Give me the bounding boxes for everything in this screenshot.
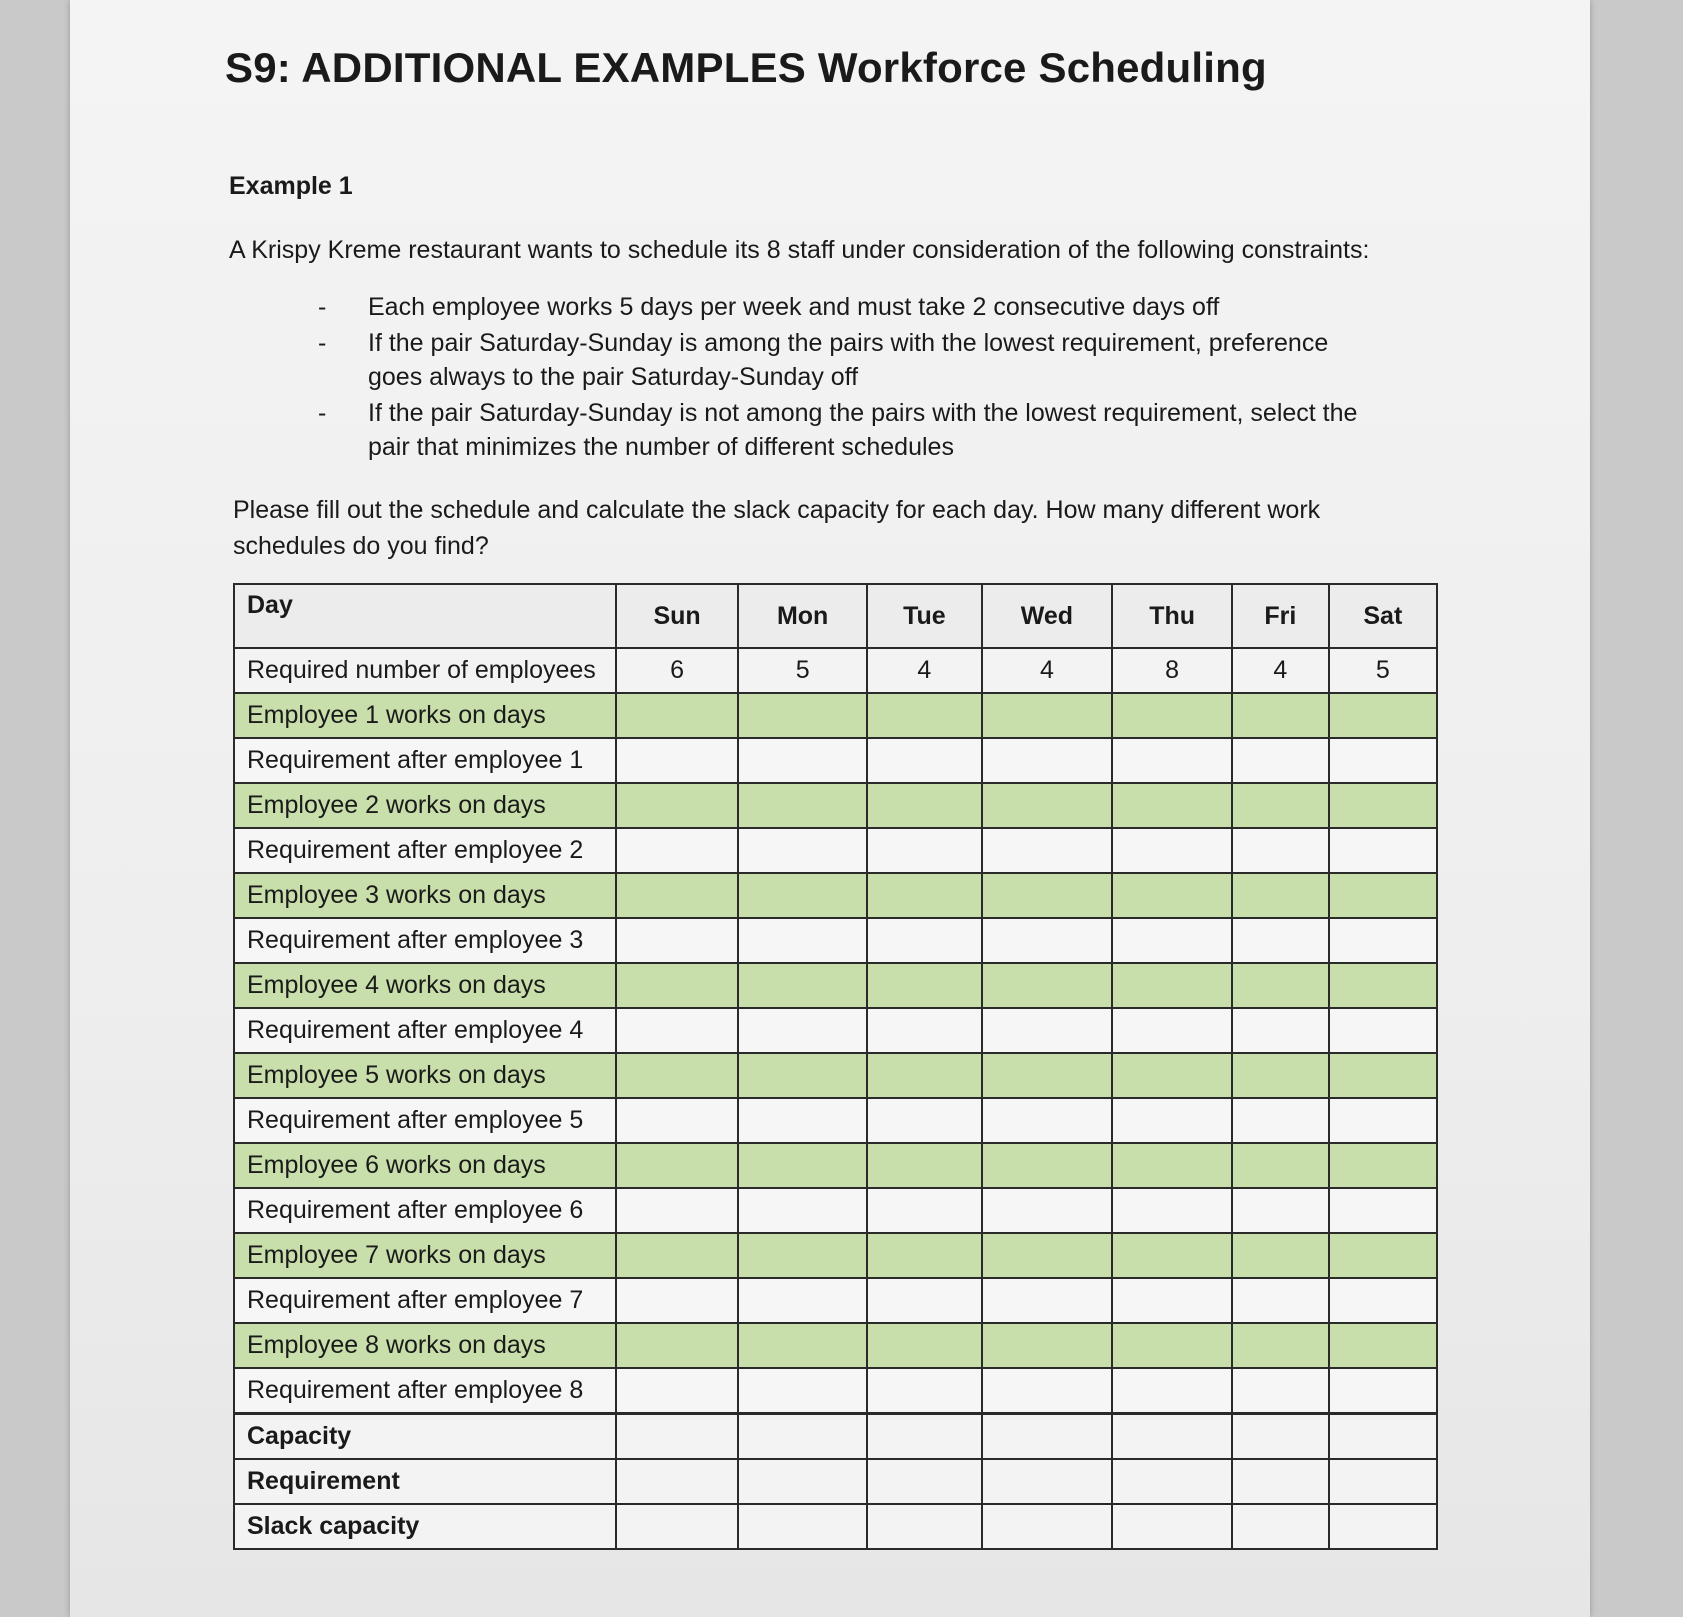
requirement-cell[interactable] [1112,1368,1232,1414]
requirement-cell[interactable] [867,738,981,783]
schedule-cell[interactable] [982,963,1113,1008]
requirement-cell[interactable] [616,918,738,963]
summary-row [234,1414,1437,1460]
requirement-cell[interactable] [1112,738,1232,783]
summary-cell[interactable] [1232,1504,1329,1549]
required-value: 6 [616,648,738,693]
constraints-list [318,290,1378,466]
requirement-cell[interactable] [1329,918,1437,963]
requirement-cell[interactable] [1232,1008,1329,1053]
requirement-cell[interactable] [738,1368,867,1414]
summary-cell[interactable] [982,1504,1113,1549]
summary-cell[interactable] [1112,1504,1232,1549]
requirement-after-row [234,1368,1437,1414]
requirement-cell[interactable] [616,1008,738,1053]
schedule-cell[interactable] [1232,783,1329,828]
schedule-cell[interactable] [616,963,738,1008]
requirement-cell[interactable] [738,1188,867,1233]
requirement-cell[interactable] [738,828,867,873]
requirement-cell[interactable] [616,1188,738,1233]
schedule-cell[interactable] [616,1053,738,1098]
row-label: Requirement after employee 7 [234,1278,616,1323]
requirement-cell[interactable] [982,1278,1113,1323]
requirement-cell[interactable] [1329,1098,1437,1143]
schedule-cell[interactable] [738,873,867,918]
required-value: 5 [738,648,867,693]
schedule-table [233,583,1438,1550]
schedule-cell[interactable] [616,1323,738,1368]
schedule-cell[interactable] [982,1233,1113,1278]
requirement-cell[interactable] [616,1368,738,1414]
requirement-cell[interactable] [738,1008,867,1053]
summary-cell[interactable] [867,1414,981,1460]
row-label: Employee 1 works on days [234,693,616,738]
day-header: Mon [738,584,867,648]
schedule-cell[interactable] [616,693,738,738]
requirement-cell[interactable] [982,738,1113,783]
requirement-after-row [234,918,1437,963]
bullet-dash: - [318,399,327,427]
summary-cell[interactable] [1232,1459,1329,1504]
requirement-cell[interactable] [982,1368,1113,1414]
requirement-cell[interactable] [1232,738,1329,783]
employee-works-row [234,873,1437,918]
row-label: Requirement [234,1459,616,1504]
schedule-cell[interactable] [1232,963,1329,1008]
schedule-cell[interactable] [1329,783,1437,828]
summary-cell[interactable] [738,1459,867,1504]
constraint-text: If the pair Saturday-Sunday is among the pairs with the lowest requirement, preference goes always to the pair Saturday-Sunday off [368,329,1329,391]
requirement-after-row [234,1008,1437,1053]
requirement-cell[interactable] [1329,1188,1437,1233]
summary-cell[interactable] [1329,1504,1437,1549]
requirement-cell[interactable] [982,1098,1113,1143]
requirement-cell[interactable] [616,828,738,873]
schedule-cell[interactable] [1329,1233,1437,1278]
schedule-cell[interactable] [867,1323,981,1368]
schedule-cell[interactable] [1329,1053,1437,1098]
schedule-cell[interactable] [1112,783,1232,828]
row-label: Employee 6 works on days [234,1143,616,1188]
schedule-cell[interactable] [616,783,738,828]
schedule-cell[interactable] [867,1143,981,1188]
requirement-cell[interactable] [738,1278,867,1323]
summary-cell[interactable] [867,1504,981,1549]
row-label: Employee 3 works on days [234,873,616,918]
day-header: Sat [1329,584,1437,648]
requirement-after-row [234,1188,1437,1233]
schedule-cell[interactable] [1112,1143,1232,1188]
schedule-cell[interactable] [738,1233,867,1278]
employee-works-row [234,1233,1437,1278]
row-label: Employee 5 works on days [234,1053,616,1098]
row-label: Requirement after employee 2 [234,828,616,873]
employee-works-row [234,693,1437,738]
schedule-cell[interactable] [738,783,867,828]
constraint-text: If the pair Saturday-Sunday is not among the pairs with the lowest requirement, select the pair that minimizes the number of different schedules [368,399,1358,461]
schedule-cell[interactable] [982,693,1113,738]
requirement-cell[interactable] [616,1098,738,1143]
row-label: Requirement after employee 4 [234,1008,616,1053]
requirement-cell[interactable] [1112,1278,1232,1323]
summary-cell[interactable] [616,1414,738,1460]
requirement-cell[interactable] [867,1098,981,1143]
required-value: 5 [1329,648,1437,693]
schedule-cell[interactable] [1329,963,1437,1008]
day-header: Thu [1112,584,1232,648]
row-label: Employee 4 works on days [234,963,616,1008]
day-header: Wed [982,584,1113,648]
summary-cell[interactable] [1329,1414,1437,1460]
summary-cell[interactable] [738,1414,867,1460]
summary-cell[interactable] [616,1459,738,1504]
requirement-cell[interactable] [1232,1278,1329,1323]
summary-cell[interactable] [982,1459,1113,1504]
row-label: Requirement after employee 8 [234,1368,616,1414]
corner-label: Day [234,584,616,648]
requirement-cell[interactable] [1232,1188,1329,1233]
bullet-dash: - [318,293,327,321]
requirement-cell[interactable] [867,1368,981,1414]
summary-cell[interactable] [1112,1414,1232,1460]
summary-cell[interactable] [1112,1459,1232,1504]
requirement-cell[interactable] [982,1008,1113,1053]
page-title: S9: ADDITIONAL EXAMPLES Workforce Scheduling [225,44,1267,91]
requirement-cell[interactable] [1112,1188,1232,1233]
requirement-cell[interactable] [1329,738,1437,783]
schedule-cell[interactable] [867,963,981,1008]
requirement-cell[interactable] [738,738,867,783]
requirement-cell[interactable] [867,918,981,963]
requirement-cell[interactable] [1232,1368,1329,1414]
schedule-cell[interactable] [1329,873,1437,918]
employee-works-row [234,963,1437,1008]
requirement-cell[interactable] [616,1278,738,1323]
constraint-item [318,326,1378,394]
employee-works-row [234,1053,1437,1098]
employee-works-row [234,1323,1437,1368]
requirement-cell[interactable] [1112,1098,1232,1143]
constraint-item [318,396,1378,464]
row-label: Requirement after employee 1 [234,738,616,783]
employee-works-row [234,1143,1437,1188]
table-header-row [234,584,1437,648]
schedule-cell[interactable] [738,693,867,738]
schedule-cell[interactable] [1112,1053,1232,1098]
row-label: Employee 7 works on days [234,1233,616,1278]
row-label: Employee 8 works on days [234,1323,616,1368]
schedule-cell[interactable] [1232,873,1329,918]
row-label: Requirement after employee 5 [234,1098,616,1143]
requirement-after-row [234,1278,1437,1323]
schedule-cell[interactable] [867,693,981,738]
requirement-cell[interactable] [1232,1098,1329,1143]
requirement-cell[interactable] [867,1188,981,1233]
schedule-cell[interactable] [1232,1143,1329,1188]
schedule-cell[interactable] [1112,1233,1232,1278]
schedule-cell[interactable] [867,873,981,918]
schedule-cell[interactable] [982,873,1113,918]
requirement-cell[interactable] [1329,828,1437,873]
requirement-after-row [234,1098,1437,1143]
schedule-cell[interactable] [867,1233,981,1278]
schedule-cell[interactable] [738,1143,867,1188]
requirement-cell[interactable] [982,828,1113,873]
schedule-cell[interactable] [1329,693,1437,738]
schedule-cell[interactable] [867,783,981,828]
requirement-cell[interactable] [616,738,738,783]
requirement-cell[interactable] [1329,1278,1437,1323]
requirement-cell[interactable] [867,1278,981,1323]
requirement-cell[interactable] [867,1008,981,1053]
schedule-cell[interactable] [616,1233,738,1278]
required-value: 4 [982,648,1113,693]
schedule-cell[interactable] [1329,1143,1437,1188]
required-value: 4 [1232,648,1329,693]
question-paragraph: Please fill out the schedule and calculate the slack capacity for each day. How many different work schedules do you find? [233,496,1321,560]
requirement-cell[interactable] [982,1188,1113,1233]
required-value: 4 [867,648,981,693]
schedule-cell[interactable] [1112,963,1232,1008]
schedule-cell[interactable] [982,783,1113,828]
schedule-cell[interactable] [738,1323,867,1368]
summary-row [234,1504,1437,1549]
row-label: Requirement after employee 6 [234,1188,616,1233]
summary-row [234,1459,1437,1504]
bullet-dash: - [318,329,327,357]
day-header: Fri [1232,584,1329,648]
requirement-cell[interactable] [1232,828,1329,873]
schedule-cell[interactable] [616,873,738,918]
example-heading: Example 1 [229,172,353,200]
summary-cell[interactable] [738,1504,867,1549]
requirement-cell[interactable] [1329,1368,1437,1414]
intro-paragraph: A Krispy Kreme restaurant wants to schedule its 8 staff under consideration of the following constraints: [229,236,1370,264]
requirement-cell[interactable] [867,828,981,873]
requirement-cell[interactable] [982,918,1113,963]
schedule-cell[interactable] [1232,1233,1329,1278]
required-value: 8 [1112,648,1232,693]
employee-works-row [234,783,1437,828]
summary-cell[interactable] [867,1459,981,1504]
schedule-cell[interactable] [982,1053,1113,1098]
requirement-cell[interactable] [1112,1008,1232,1053]
requirement-after-row [234,738,1437,783]
required-row [234,648,1437,693]
summary-cell[interactable] [1329,1459,1437,1504]
schedule-cell[interactable] [982,1143,1113,1188]
schedule-cell[interactable] [616,1143,738,1188]
row-label: Employee 2 works on days [234,783,616,828]
schedule-cell[interactable] [1112,873,1232,918]
schedule-cell[interactable] [1112,693,1232,738]
schedule-cell[interactable] [738,1053,867,1098]
schedule-cell[interactable] [867,1053,981,1098]
row-label: Requirement after employee 3 [234,918,616,963]
schedule-cell[interactable] [1232,1323,1329,1368]
day-header: Tue [867,584,981,648]
requirement-cell[interactable] [1232,918,1329,963]
schedule-cell[interactable] [1232,693,1329,738]
requirement-cell[interactable] [1112,918,1232,963]
summary-cell[interactable] [1232,1414,1329,1460]
requirement-cell[interactable] [1112,828,1232,873]
row-label: Slack capacity [234,1504,616,1549]
requirement-cell[interactable] [738,1098,867,1143]
schedule-cell[interactable] [738,963,867,1008]
schedule-cell[interactable] [982,1323,1113,1368]
constraint-item [318,290,1378,324]
requirement-after-row [234,828,1437,873]
schedule-cell[interactable] [1329,1323,1437,1368]
constraint-text: Each employee works 5 days per week and must take 2 consecutive days off [368,293,1220,321]
schedule-cell[interactable] [1232,1053,1329,1098]
summary-cell[interactable] [616,1504,738,1549]
day-header: Sun [616,584,738,648]
schedule-cell[interactable] [1112,1323,1232,1368]
requirement-cell[interactable] [1329,1008,1437,1053]
row-label: Required number of employees [234,648,616,693]
summary-cell[interactable] [982,1414,1113,1460]
requirement-cell[interactable] [738,918,867,963]
row-label: Capacity [234,1414,616,1460]
